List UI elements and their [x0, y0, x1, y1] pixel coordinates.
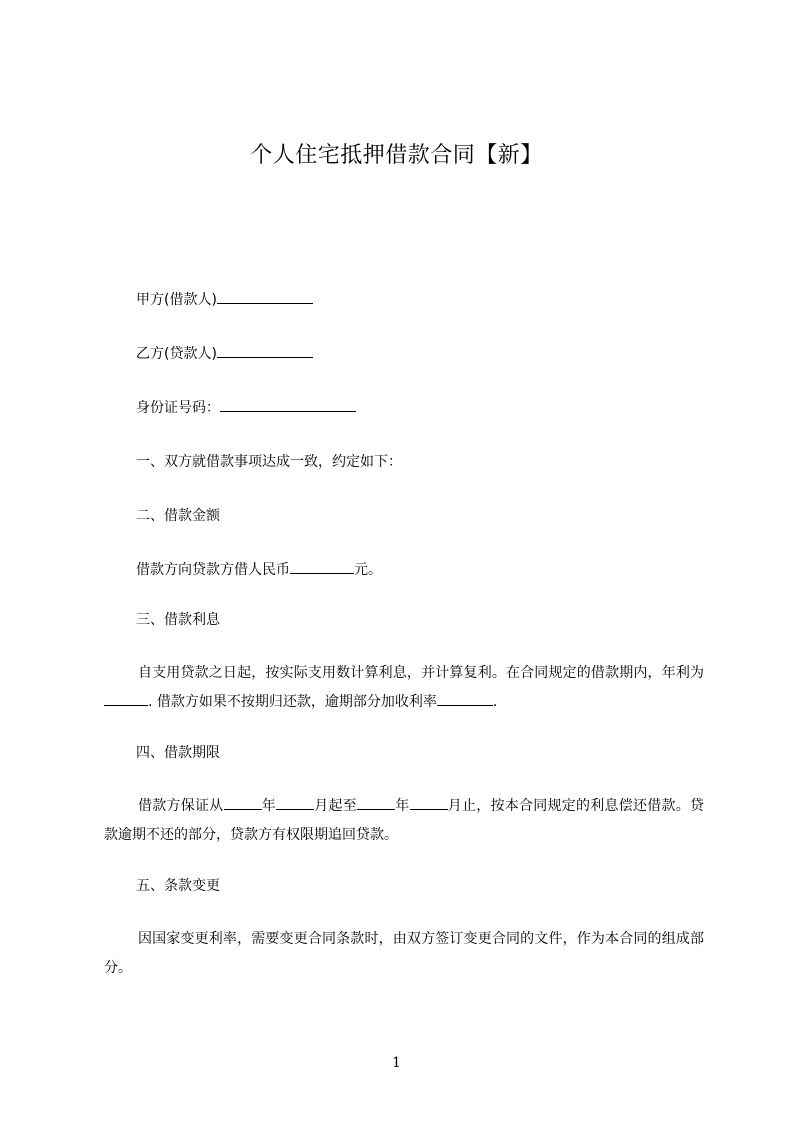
- interest-paragraph: [104, 659, 704, 717]
- amount-line: [136, 559, 382, 581]
- id-number-line: [136, 397, 356, 419]
- term-year-label-2: 年: [395, 798, 410, 814]
- term-text-part2: 月起至: [314, 798, 357, 814]
- section-5-heading: 五、条款变更: [136, 878, 220, 894]
- interest-text-part1: 自支用贷款之日起，按实际支用数计算利息，并计算复利。在合同规定的借款期内，年利为: [138, 665, 704, 681]
- id-number-label: 身份证号码：: [136, 400, 220, 416]
- section-4-heading: 四、借款期限: [136, 745, 220, 761]
- party-a-label: 甲方(借款人): [136, 292, 217, 308]
- penalty-rate-blank: [437, 691, 493, 706]
- start-month-blank: [276, 795, 314, 810]
- end-year-blank: [357, 795, 395, 810]
- annual-rate-blank: [104, 691, 148, 706]
- document-title: 个人住宅抵押借款合同【新】: [250, 143, 543, 168]
- term-paragraph: [104, 792, 704, 850]
- amount-text-before: 借款方向贷款方借人民币: [136, 562, 290, 578]
- id-number-blank: [220, 397, 356, 412]
- party-b-line: [136, 343, 313, 365]
- interest-text-part2: . 借款方如果不按期归还款，逾期部分加收利率: [148, 694, 437, 710]
- change-paragraph: 因国家变更利率，需要变更合同条款时，由双方签订变更合同的文件，作为本合同的组成部分。: [104, 931, 704, 976]
- term-text-part1: 借款方保证从: [138, 798, 224, 814]
- party-a-line: [136, 289, 313, 311]
- section-2-heading: 二、借款金额: [136, 508, 220, 524]
- interest-text-part3: .: [492, 694, 498, 710]
- amount-blank: [290, 559, 354, 574]
- term-year-label-1: 年: [261, 798, 276, 814]
- party-a-blank: [217, 289, 313, 304]
- party-b-label: 乙方(贷款人): [136, 346, 217, 362]
- page-number: 1: [392, 1055, 401, 1071]
- term-text-part3: 月止，按本合同规定的利息偿还借款。贷款逾期不还的部分，贷款方有权限期追回贷款。: [104, 798, 704, 843]
- end-month-blank: [410, 795, 448, 810]
- section-3-heading: 三、借款利息: [136, 612, 220, 628]
- start-year-blank: [224, 795, 262, 810]
- party-b-blank: [217, 343, 313, 358]
- section-1-agreement: 一、双方就借款事项达成一致，约定如下：: [136, 454, 402, 470]
- amount-text-after: 元。: [354, 562, 382, 578]
